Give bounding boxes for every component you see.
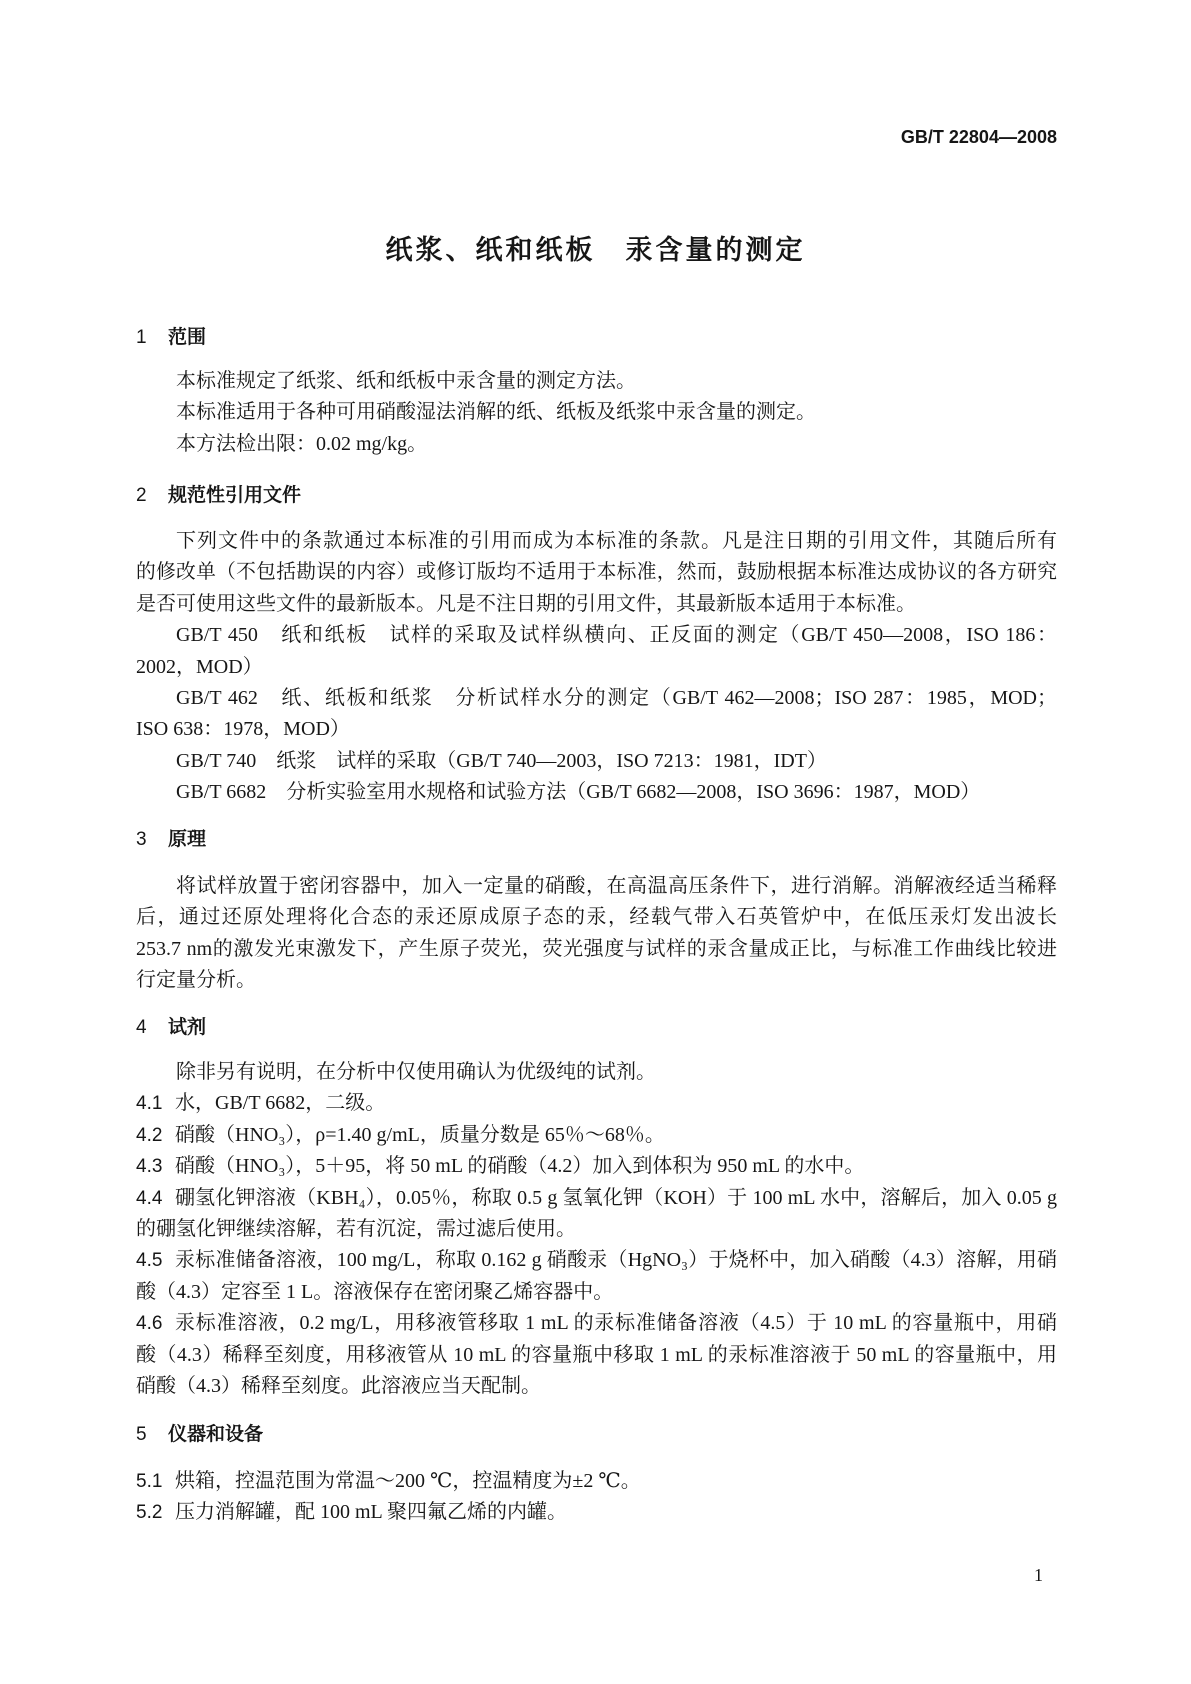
clause-text-continued: 的硼氢化钾继续溶解，若有沉淀，需过滤后使用。 (136, 1217, 576, 1240)
section-number: 2 (136, 485, 147, 506)
reference-entry-gb-t-740: GB/T 740 纸浆 试样的采取（GB/T 740—2003，ISO 7213：1981，IDT） (176, 749, 827, 772)
normative-references-intro: 的修改单（不包括勘误的内容）或修订版均不适用于本标准，然而，鼓励根据本标准达成协议的各方研究 (136, 561, 1057, 584)
reference-entry-gb-t-462: ISO 638：1978，MOD） (136, 718, 350, 741)
section-title: 范围 (168, 327, 207, 348)
section-4-body (136, 1057, 1057, 1402)
clause-text-continued: 酸（4.3）定容至 1 L。溶液保存在密闭聚乙烯容器中。 (136, 1280, 614, 1303)
clause-text: 水，GB/T 6682，二级。 (175, 1092, 386, 1115)
detection-limit-paragraph: 本方法检出限：0.02 mg/kg。 (176, 432, 428, 455)
section-1-body (136, 366, 1057, 460)
clause-text: 烘箱，控温范围为常温～200 ℃，控温精度为±2 ℃。 (175, 1470, 641, 1492)
normative-references-intro: 下列文件中的条款通过本标准的引用而成为本标准的条款。凡是注日期的引用文件，其随后所有 (176, 530, 1057, 552)
standard-number: GB/T 22804—2008 (900, 127, 1057, 147)
clause-text: 汞标准溶液，0.2 mg/L，用移液管移取 1 mL 的汞标准储备溶液（4.5）于 10 mL 的容量瓶中，用硝 (175, 1312, 1057, 1335)
section-number: 3 (136, 829, 147, 850)
section-2-heading (136, 480, 301, 512)
clause-text-continued: 酸（4.3）稀释至刻度，用移液管从 10 mL 的容量瓶中移取 1 mL 的汞标准溶液于 50 mL 的容量瓶中，用 (136, 1343, 1057, 1366)
section-1-heading (136, 322, 206, 354)
clause-number: 5.1 (136, 1471, 163, 1492)
scope-paragraph: 本标准规定了纸浆、纸和纸板中汞含量的测定方法。 (176, 370, 636, 392)
scope-paragraph: 本标准适用于各种可用硝酸湿法消解的纸、纸板及纸浆中汞含量的测定。 (176, 401, 816, 424)
section-3-body (136, 871, 1057, 997)
principle-paragraph: 253.7 nm的激发光束激发下，产生原子荧光，荧光强度与试样的汞含量成正比，与标准工作曲线比较进 (136, 937, 1057, 960)
reference-entry-gb-t-462: GB/T 462 纸、纸板和纸浆 分析试样水分的测定（GB/T 462—2008；ISO 287：1985，MOD； (176, 686, 1057, 709)
section-number: 5 (136, 1424, 147, 1445)
clause-number: 4.1 (136, 1093, 163, 1115)
page-number: 1 (1034, 1565, 1043, 1585)
clause-4-4 (136, 1183, 1057, 1214)
normative-references-intro: 是否可使用这些文件的最新版本。凡是不注日期的引用文件，其最新版本适用于本标准。 (136, 592, 916, 615)
section-number: 1 (136, 327, 147, 348)
clause-4-1 (136, 1088, 1057, 1119)
principle-paragraph: 将试样放置于密闭容器中，加入一定量的硝酸，在高温高压条件下，进行消解。消解液经适当稀释 (176, 875, 1057, 897)
section-title: 规范性引用文件 (168, 485, 302, 506)
clause-text: 硝酸（HNO₃），ρ=1.40 g/mL，质量分数是 65％～68％。 (175, 1123, 665, 1146)
clause-text: 硼氢化钾溶液（KBH₄），0.05％，称取 0.5 g 氢氧化钾（KOH）于 100 mL 水中，溶解后，加入 0.05 g (175, 1186, 1057, 1209)
clause-5-2 (136, 1497, 1057, 1528)
clause-number: 4.6 (136, 1313, 163, 1335)
clause-number: 4.3 (136, 1156, 163, 1178)
section-2-body (136, 526, 1057, 809)
reference-entry-gb-t-6682: GB/T 6682 分析实验室用水规格和试验方法（GB/T 6682—2008，ISO 3696：1987，MOD） (176, 781, 981, 804)
section-4-heading (136, 1012, 206, 1044)
section-5-heading (136, 1419, 263, 1451)
principle-paragraph: 后，通过还原处理将化合态的汞还原成原子态的汞，经载气带入石英管炉中，在低压汞灯发出波长 (136, 906, 1057, 929)
clause-number: 4.4 (136, 1187, 163, 1209)
clause-number: 4.5 (136, 1250, 163, 1272)
clause-5-1 (136, 1466, 1057, 1497)
clause-number: 4.2 (136, 1124, 163, 1146)
section-title: 仪器和设备 (168, 1424, 264, 1445)
section-number: 4 (136, 1017, 147, 1038)
section-title: 原理 (168, 829, 207, 850)
clause-text: 压力消解罐，配 100 mL 聚四氟乙烯的内罐。 (175, 1501, 568, 1524)
section-title: 试剂 (168, 1017, 207, 1038)
reference-entry-gb-t-450: 2002，MOD） (136, 655, 263, 678)
clause-number: 5.2 (136, 1502, 163, 1524)
clause-4-2 (136, 1120, 1057, 1151)
reagents-intro: 除非另有说明，在分析中仅使用确认为优级纯的试剂。 (176, 1061, 656, 1083)
section-5-body (136, 1466, 1057, 1529)
clause-text: 汞标准储备溶液，100 mg/L，称取 0.162 g 硝酸汞（HgNO₃）于烧杯中，加入硝酸（4.3）溶解，用硝 (175, 1249, 1057, 1272)
principle-paragraph: 行定量分析。 (136, 969, 256, 992)
clause-text-continued: 硝酸（4.3）稀释至刻度。此溶液应当天配制。 (136, 1374, 541, 1397)
clause-text: 硝酸（HNO₃），5＋95，将 50 mL 的硝酸（4.2）加入到体积为 950 mL 的水中。 (175, 1155, 865, 1178)
document-title: 纸浆、纸和纸板 汞含量的测定 (385, 235, 806, 265)
section-3-heading (136, 824, 206, 856)
clause-4-6 (136, 1308, 1057, 1339)
reference-entry-gb-t-450: GB/T 450 纸和纸板 试样的采取及试样纵横向、正反面的测定（GB/T 450—2008，ISO 186： (176, 624, 1057, 647)
clause-4-3 (136, 1151, 1057, 1182)
clause-4-5 (136, 1245, 1057, 1276)
